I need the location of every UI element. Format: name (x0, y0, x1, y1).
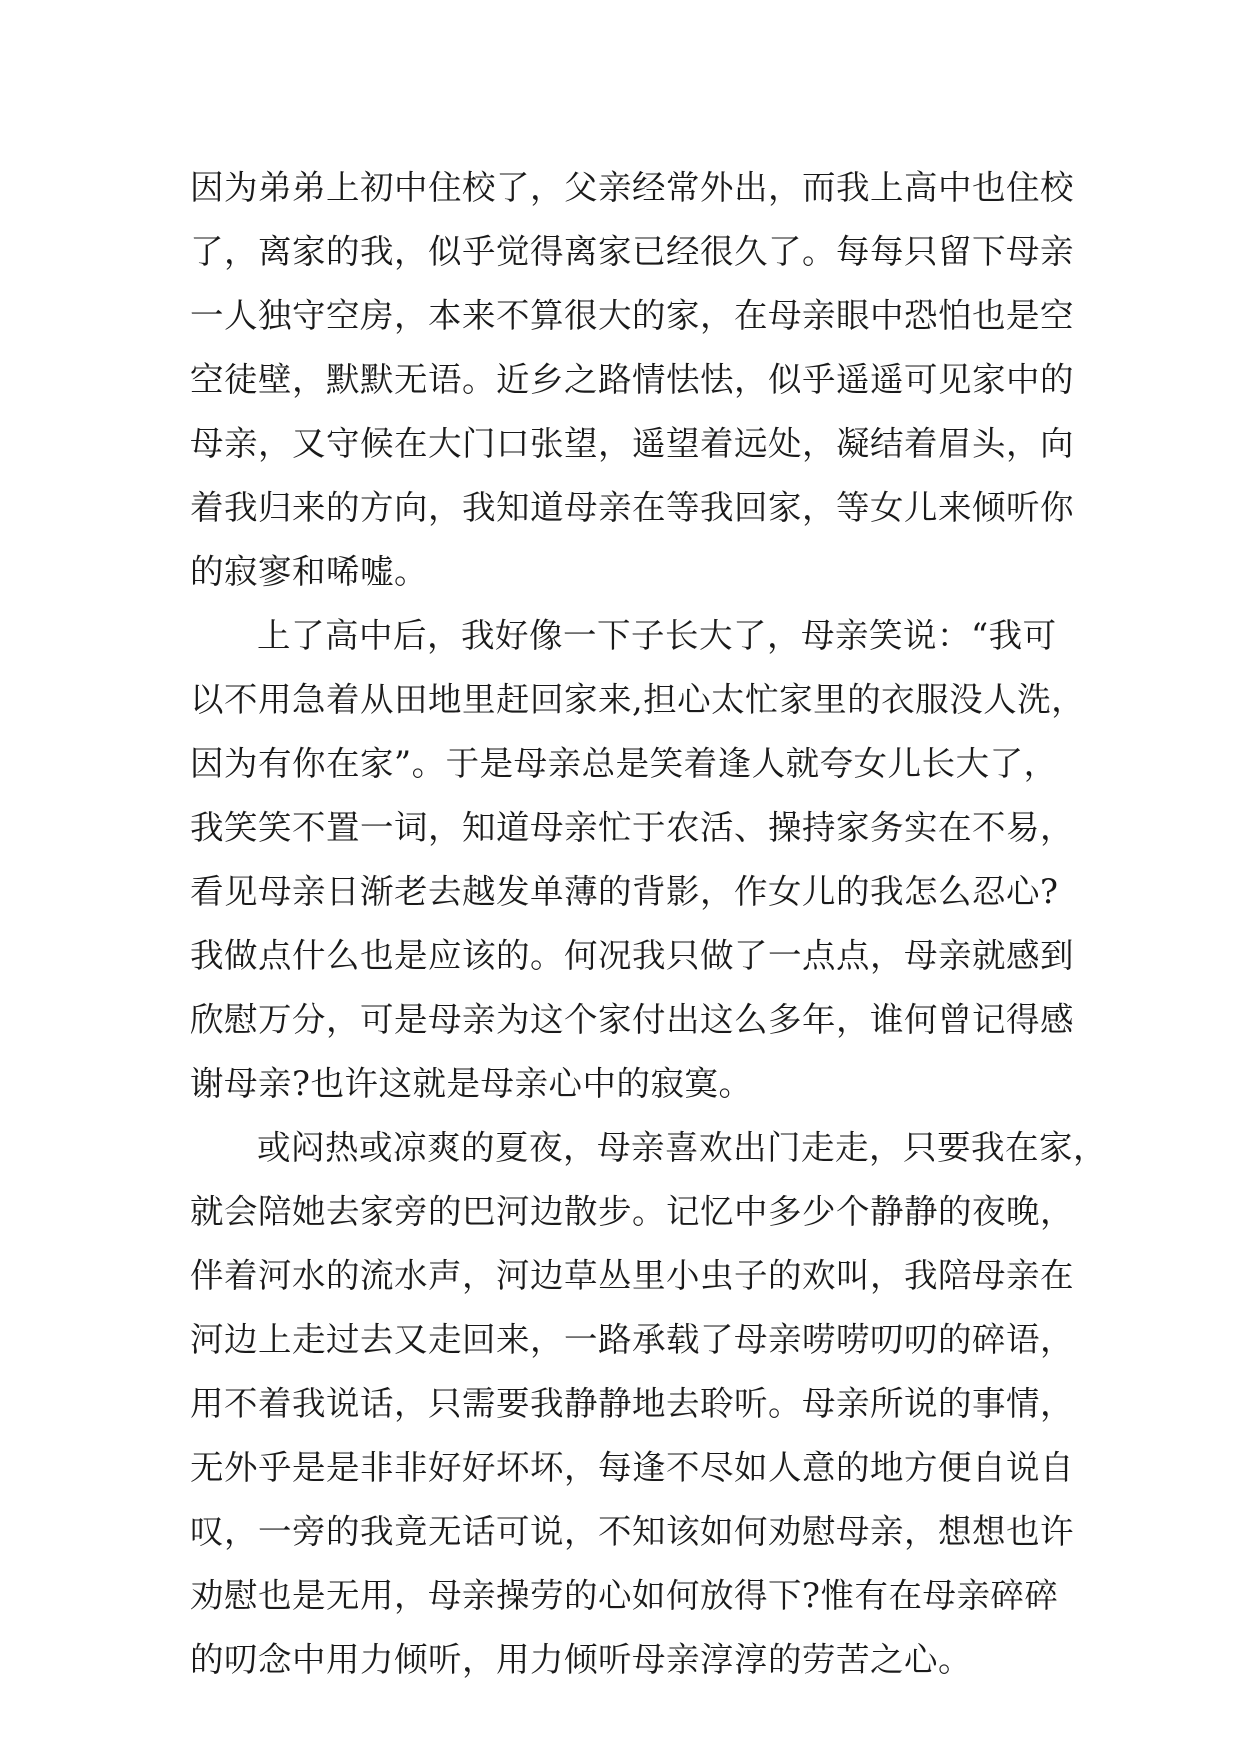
text-line: 以不用急着从田地里赶回家来,担心太忙家里的衣服没人洗， (190, 680, 1086, 719)
paragraph-1 (190, 156, 1074, 604)
text-line: 一人独守空房，本来不算很大的家，在母亲眼中恐怕也是空 (190, 296, 1074, 335)
text-line: 空徒壁，默默无语。近乡之路情怯怯，似乎遥遥可见家中的 (190, 360, 1074, 399)
paragraph-3 (190, 1116, 1107, 1692)
text-line: 上了高中后，我好像一下子长大了，母亲笑说：“我可 (257, 616, 1057, 655)
document-body (190, 156, 1107, 1692)
text-line: 的叨念中用力倾听，用力倾听母亲淳淳的劳苦之心。 (190, 1640, 972, 1679)
text-line: 了，离家的我，似乎觉得离家已经很久了。每每只留下母亲 (190, 232, 1074, 271)
text-line: 无外乎是是非非好好坏坏，每逢不尽如人意的地方便自说自 (190, 1448, 1074, 1487)
text-line: 因为有你在家”。于是母亲总是笑着逢人就夸女儿长大了， (190, 744, 1058, 783)
text-line: 母亲，又守候在大门口张望，遥望着远处，凝结着眉头，向 (190, 424, 1074, 463)
text-line: 欣慰万分，可是母亲为这个家付出这么多年，谁何曾记得感 (190, 1000, 1074, 1039)
text-line: 看见母亲日渐老去越发单薄的背影，作女儿的我怎么忍心? (190, 872, 1059, 911)
text-line: 着我归来的方向，我知道母亲在等我回家，等女儿来倾听你 (190, 488, 1074, 527)
paragraph-2 (190, 604, 1086, 1116)
text-line: 叹，一旁的我竟无话可说，不知该如何劝慰母亲，想想也许 (190, 1512, 1074, 1551)
text-line: 用不着我说话，只需要我静静地去聆听。母亲所说的事情， (190, 1384, 1074, 1423)
text-line: 我笑笑不置一词，知道母亲忙于农活、操持家务实在不易， (190, 808, 1074, 847)
text-line: 我做点什么也是应该的。何况我只做了一点点，母亲就感到 (190, 936, 1074, 975)
text-line: 的寂寥和唏嘘。 (190, 552, 428, 591)
text-line: 因为弟弟上初中住校了，父亲经常外出，而我上高中也住校 (190, 168, 1074, 207)
text-line: 谢母亲?也许这就是母亲心中的寂寞。 (190, 1064, 753, 1103)
text-line: 伴着河水的流水声，河边草丛里小虫子的欢叫，我陪母亲在 (190, 1256, 1074, 1295)
text-line: 就会陪她去家旁的巴河边散步。记忆中多少个静静的夜晚， (190, 1192, 1074, 1231)
text-line: 河边上走过去又走回来，一路承载了母亲唠唠叨叨的碎语， (190, 1320, 1074, 1359)
text-line: 或闷热或凉爽的夏夜，母亲喜欢出门走走，只要我在家， (257, 1128, 1107, 1167)
text-line: 劝慰也是无用，母亲操劳的心如何放得下?惟有在母亲碎碎 (190, 1576, 1059, 1615)
